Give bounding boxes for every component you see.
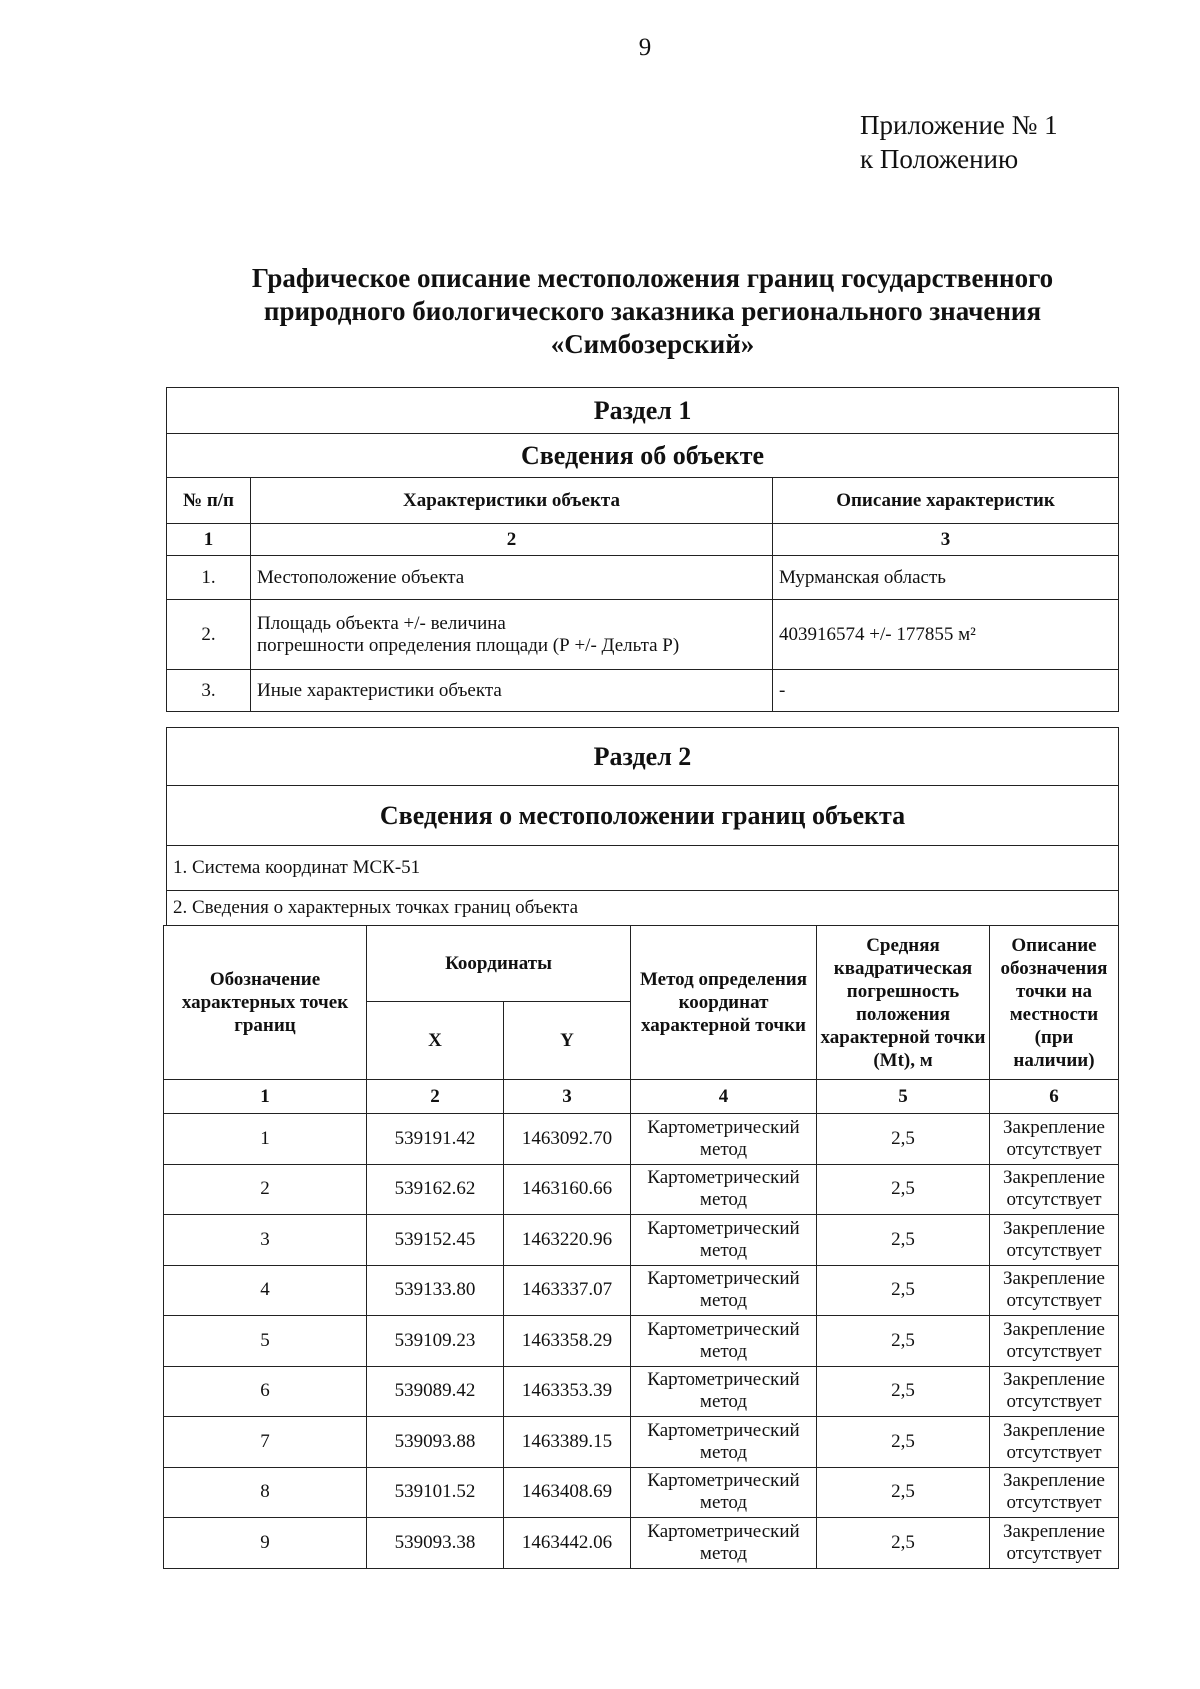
row-characteristic-line-1: Площадь объекта +/- величина xyxy=(257,612,506,634)
table-row xyxy=(167,600,1119,670)
point-method-line-2: метод xyxy=(699,1441,748,1463)
col-header-number: № п/п xyxy=(167,478,251,524)
col-header-method: Метод определения координат характерной точки xyxy=(631,926,817,1080)
point-id: 3 xyxy=(164,1215,367,1266)
point-id: 9 xyxy=(164,1518,367,1569)
point-fix-line-1: Закрепление xyxy=(1003,1318,1105,1340)
point-method-line-2: метод xyxy=(699,1542,748,1564)
col-number-1: 1 xyxy=(164,1080,367,1114)
point-y: 1463408.69 xyxy=(504,1467,631,1518)
point-error: 2,5 xyxy=(817,1316,990,1367)
table-row xyxy=(167,670,1119,712)
point-fix-line-1: Закрепление xyxy=(1003,1116,1105,1138)
point-method-line-2: метод xyxy=(699,1138,748,1160)
col-number-1: 1 xyxy=(167,524,251,556)
point-fix-line-1: Закрепление xyxy=(1003,1167,1105,1189)
point-id: 5 xyxy=(164,1316,367,1367)
point-error: 2,5 xyxy=(817,1518,990,1569)
point-fix-line-1: Закрепление xyxy=(1003,1470,1105,1492)
table-row xyxy=(164,1518,1119,1569)
point-x: 539109.23 xyxy=(367,1316,504,1367)
col-number-4: 4 xyxy=(631,1080,817,1114)
point-fix-line-2: отсутствует xyxy=(1006,1239,1102,1261)
row-characteristic: Местоположение объекта xyxy=(251,556,773,600)
table-row xyxy=(164,1467,1119,1518)
point-id: 7 xyxy=(164,1417,367,1468)
points-table xyxy=(163,925,1119,1569)
point-fix-line-2: отсутствует xyxy=(1006,1189,1102,1211)
row-value: 403916574 +/- 177855 м² xyxy=(773,600,1119,670)
point-fix-description xyxy=(990,1467,1119,1518)
point-method xyxy=(631,1467,817,1518)
point-fix-description xyxy=(990,1265,1119,1316)
section2-heading: Раздел 2 xyxy=(167,728,1119,786)
point-error: 2,5 xyxy=(817,1265,990,1316)
point-x: 539162.62 xyxy=(367,1164,504,1215)
table-row xyxy=(164,1265,1119,1316)
point-y: 1463442.06 xyxy=(504,1518,631,1569)
point-fix-description xyxy=(990,1316,1119,1367)
point-fix-line-1: Закрепление xyxy=(1003,1369,1105,1391)
col-number-6: 6 xyxy=(990,1080,1119,1114)
point-x: 539093.38 xyxy=(367,1518,504,1569)
title-line-2: природного биологического заказника регионального значения xyxy=(263,296,1042,326)
col-header-y: Y xyxy=(504,1002,631,1080)
point-fix-line-2: отсутствует xyxy=(1006,1542,1102,1564)
point-x: 539152.45 xyxy=(367,1215,504,1266)
point-error: 2,5 xyxy=(817,1366,990,1417)
point-y: 1463220.96 xyxy=(504,1215,631,1266)
point-fix-line-1: Закрепление xyxy=(1003,1217,1105,1239)
point-method xyxy=(631,1366,817,1417)
col-number-3: 3 xyxy=(504,1080,631,1114)
point-method xyxy=(631,1518,817,1569)
col-number-2: 2 xyxy=(367,1080,504,1114)
point-method-line-2: метод xyxy=(699,1340,748,1362)
point-method-line-2: метод xyxy=(699,1492,748,1514)
section1-heading: Раздел 1 xyxy=(167,388,1119,434)
point-method xyxy=(631,1316,817,1367)
section1-subheading: Сведения об объекте xyxy=(167,434,1119,478)
point-y: 1463160.66 xyxy=(504,1164,631,1215)
point-method-line-1: Картометрический xyxy=(647,1268,800,1290)
point-fix-description xyxy=(990,1417,1119,1468)
point-y: 1463358.29 xyxy=(504,1316,631,1367)
point-x: 539089.42 xyxy=(367,1366,504,1417)
point-fix-line-2: отсутствует xyxy=(1006,1340,1102,1362)
coordinate-system: 1. Система координат МСК-51 xyxy=(167,846,1119,891)
point-fix-description xyxy=(990,1164,1119,1215)
point-fix-line-2: отсутствует xyxy=(1006,1391,1102,1413)
title-line-3: «Симбозерский» xyxy=(550,329,755,359)
point-method-line-1: Картометрический xyxy=(647,1520,800,1542)
col-header-designation: Обозначение характерных точек границ xyxy=(164,926,367,1080)
point-method-line-2: метод xyxy=(699,1239,748,1261)
appendix-note xyxy=(860,108,1058,176)
document-title xyxy=(180,262,1125,361)
table-row xyxy=(164,1366,1119,1417)
point-error: 2,5 xyxy=(817,1164,990,1215)
point-x: 539133.80 xyxy=(367,1265,504,1316)
col-number-3: 3 xyxy=(773,524,1119,556)
point-y: 1463389.15 xyxy=(504,1417,631,1468)
point-y: 1463092.70 xyxy=(504,1114,631,1165)
col-number-5: 5 xyxy=(817,1080,990,1114)
col-header-error: Средняя квадратическая погрешность положения характерной точки (Mt), м xyxy=(817,926,990,1080)
point-error: 2,5 xyxy=(817,1114,990,1165)
section2-header-table xyxy=(166,727,1119,926)
table-row xyxy=(164,1114,1119,1165)
section2-subheading: Сведения о местоположении границ объекта xyxy=(167,786,1119,846)
table-row xyxy=(167,556,1119,600)
point-id: 2 xyxy=(164,1164,367,1215)
row-number: 3. xyxy=(167,670,251,712)
point-x: 539191.42 xyxy=(367,1114,504,1165)
point-error: 2,5 xyxy=(817,1417,990,1468)
col-header-x: X xyxy=(367,1002,504,1080)
point-method-line-1: Картометрический xyxy=(647,1167,800,1189)
point-id: 6 xyxy=(164,1366,367,1417)
point-fix-line-2: отсутствует xyxy=(1006,1441,1102,1463)
point-method-line-1: Картометрический xyxy=(647,1318,800,1340)
point-id: 1 xyxy=(164,1114,367,1165)
point-fix-line-1: Закрепление xyxy=(1003,1520,1105,1542)
point-y: 1463353.39 xyxy=(504,1366,631,1417)
point-method xyxy=(631,1417,817,1468)
row-number: 2. xyxy=(167,600,251,670)
point-method-line-2: метод xyxy=(699,1189,748,1211)
point-method-line-1: Картометрический xyxy=(647,1419,800,1441)
point-x: 539093.88 xyxy=(367,1417,504,1468)
point-method-line-1: Картометрический xyxy=(647,1116,800,1138)
points-info: 2. Сведения о характерных точках границ объекта xyxy=(167,891,1119,926)
row-number: 1. xyxy=(167,556,251,600)
col-header-description: Описание характеристик xyxy=(773,478,1119,524)
point-method-line-2: метод xyxy=(699,1290,748,1312)
point-error: 2,5 xyxy=(817,1467,990,1518)
point-method-line-1: Картометрический xyxy=(647,1369,800,1391)
point-error: 2,5 xyxy=(817,1215,990,1266)
point-x: 539101.52 xyxy=(367,1467,504,1518)
point-fix-line-2: отсутствует xyxy=(1006,1138,1102,1160)
col-header-characteristic: Характеристики объекта xyxy=(251,478,773,524)
table-row xyxy=(164,1316,1119,1367)
point-fix-description xyxy=(990,1215,1119,1266)
appendix-line-1: Приложение № 1 xyxy=(860,110,1058,140)
point-method-line-1: Картометрический xyxy=(647,1217,800,1239)
point-fix-line-1: Закрепление xyxy=(1003,1419,1105,1441)
row-value: Мурманская область xyxy=(773,556,1119,600)
row-value: - xyxy=(773,670,1119,712)
page-number: 9 xyxy=(638,34,652,61)
point-fix-description xyxy=(990,1366,1119,1417)
row-characteristic: Иные характеристики объекта xyxy=(251,670,773,712)
point-method xyxy=(631,1215,817,1266)
points-body xyxy=(164,1114,1119,1569)
row-characteristic-line-2: погрешности определения площади (Р +/- Дельта Р) xyxy=(257,634,680,656)
point-method-line-1: Картометрический xyxy=(647,1470,800,1492)
point-y: 1463337.07 xyxy=(504,1265,631,1316)
col-header-fix-description: Описание обозначения точки на местности (при наличии) xyxy=(990,926,1119,1080)
point-method xyxy=(631,1164,817,1215)
point-method xyxy=(631,1265,817,1316)
table-row xyxy=(164,1164,1119,1215)
point-fix-line-1: Закрепление xyxy=(1003,1268,1105,1290)
point-id: 4 xyxy=(164,1265,367,1316)
point-method-line-2: метод xyxy=(699,1391,748,1413)
point-id: 8 xyxy=(164,1467,367,1518)
title-line-1: Графическое описание местоположения границ государственного xyxy=(251,263,1054,293)
table-row xyxy=(164,1215,1119,1266)
point-method xyxy=(631,1114,817,1165)
table-row xyxy=(164,1417,1119,1468)
point-fix-description xyxy=(990,1518,1119,1569)
point-fix-line-2: отсутствует xyxy=(1006,1290,1102,1312)
point-fix-line-2: отсутствует xyxy=(1006,1492,1102,1514)
section1-table xyxy=(166,387,1119,712)
point-fix-description xyxy=(990,1114,1119,1165)
row-characteristic xyxy=(251,600,773,670)
appendix-line-2: к Положению xyxy=(860,144,1019,174)
col-number-2: 2 xyxy=(251,524,773,556)
col-header-coordinates: Координаты xyxy=(367,926,631,1002)
